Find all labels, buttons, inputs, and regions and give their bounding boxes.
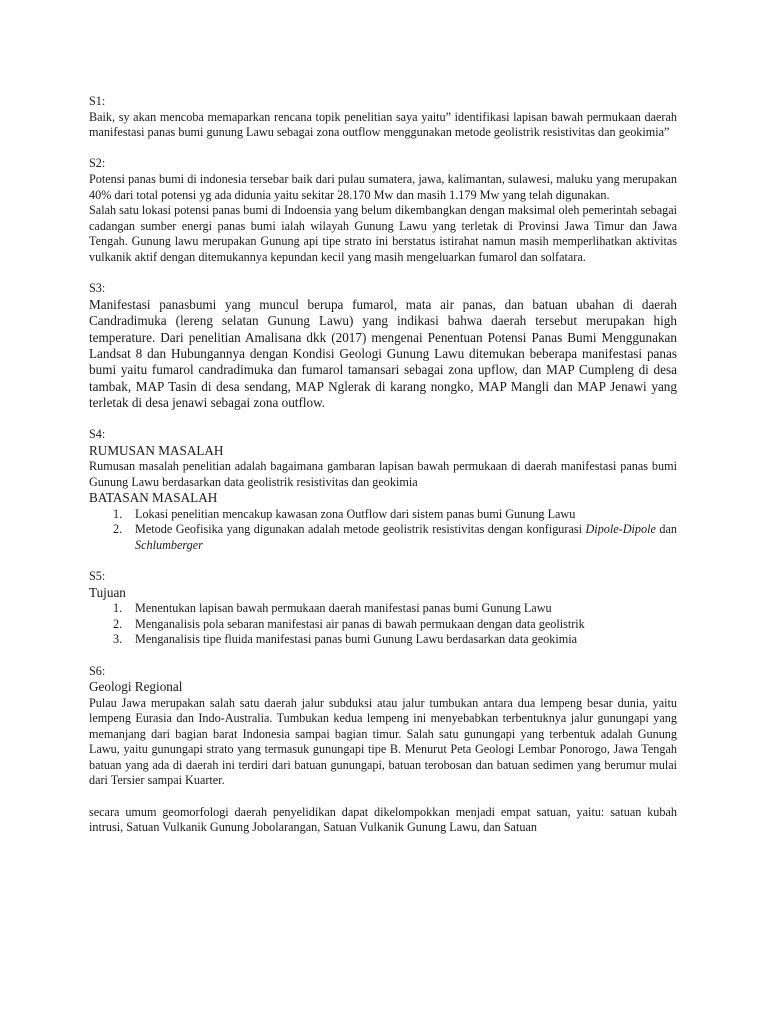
- rumusan-masalah-heading: RUMUSAN MASALAH: [89, 442, 224, 458]
- s4-paragraph: Rumusan masalah penelitian adalah bagaimana gambaran lapisan bawah permukaan di daerah manifestasi panas bumi Gunung Lawu berdasarkan data geolistrik resistivitas dan geokimia: [89, 459, 677, 489]
- document-page: [89, 94, 677, 836]
- geologi-regional-heading: Geologi Regional: [89, 679, 183, 695]
- section-label-s6: S6:: [89, 663, 106, 678]
- section-label-s5: S5:: [89, 569, 106, 584]
- list-item: 1. Menentukan lapisan bawah permukaan daerah manifestasi panas bumi Gunung Lawu: [113, 601, 552, 616]
- list-item: 3. Menganalisis tipe fluida manifestasi panas bumi Gunung Lawu berdasarkan data geokimia: [113, 632, 578, 647]
- list-item: 1. Lokasi penelitian mencakup kawasan zona Outflow dari sistem panas bumi Gunung Lawu: [113, 506, 576, 521]
- batasan-masalah-heading: BATASAN MASALAH: [89, 490, 218, 506]
- list-item: 2. Menganalisis pola sebaran manifestasi air panas di bawah permukaan dengan data geolistrik: [113, 616, 585, 631]
- s2-paragraph-2: Salah satu lokasi potensi panas bumi di Indoensia yang belum dikembangkan dengan maksimal oleh pemerintah sebagai cadangan sumber energi panas bumi ialah wilayah Gunung Lawu yang terletak di Provinsi Jawa Timur dan Jawa Tengah. Gunung lawu merupakan Gunung api tipe strato ini berstatus istirahat namun masih memperlihatkan aktivitas vulkanik aktif dengan ditemukannya kepundan kecil yang masih mengeluarkan fumarol dan solfatara.: [89, 203, 677, 264]
- s1-paragraph: Baik, sy akan mencoba memaparkan rencana topik penelitian saya yaitu” identifikasi lapisan bawah permukaan daerah manifestasi panas bumi gunung Lawu sebagai zona outflow menggunakan metode geolistrik resistivitas dan geokimia”: [89, 109, 677, 140]
- s3-paragraph: Manifestasi panasbumi yang muncul berupa fumarol, mata air panas, dan batuan ubahan di daerah Candradimuka (lereng selatan Gunung Lawu) yang indikasi bahwa daerah tersebut merupakan high temperature. Dari penelitian Amalisana dkk (2017) mengenai Penentuan Potensi Panas Bumi Menggunakan Landsat 8 dan Hubungannya dengan Kondisi Geologi Gunung Lawu ditemukan beberapa manifestasi panas bumi yaitu fumarol candradimuka dan fumarol tamansari sebagai zona upflow, dan MAP Cumpleng di desa tambak, MAP Tasin di desa sendang, MAP Nglerak di karang nongko, MAP Mangli dan MAP Jenawi yang terletak di desa jenawi sebagai zona outflow.: [89, 296, 677, 411]
- s2-paragraph-1: Potensi panas bumi di indonesia tersebar baik dari pulau sumatera, jawa, kalimantan, sulawesi, maluku yang merupakan 40% dari total potensi yg ada didunia yaitu sekitar 28.170 Mw dan masih 1.179 Mw yang telah digunakan.: [89, 171, 677, 202]
- section-label-s4: S4:: [89, 427, 106, 442]
- section-label-s1: S1:: [89, 94, 106, 108]
- tujuan-list: [89, 601, 677, 648]
- s6-paragraph-2: secara umum geomorfologi daerah penyelidikan dapat dikelompokkan menjadi empat satuan, yaitu: satuan kubah intrusi, Satuan Vulkanik Gunung Jobolarangan, Satuan Vulkanik Gunung Lawu, dan Satuan: [89, 804, 677, 835]
- s6-paragraph-1: Pulau Jawa merupakan salah satu daerah jalur subduksi atau jalur tumbukan antara dua lempeng besar dunia, yaitu lempeng Eurasia dan Indo-Australia. Tumbukan kedua lempeng ini menyebabkan terbentuknya jalur gunungapi yang memanjang dari bagian barat Indonesia sampai bagian timur. Salah satu gunungapi yang terbentuk adalah Gunung Lawu, yaitu gunungapi strato yang termasuk gunungapi tipe B. Menurut Peta Geologi Lembar Ponorogo, Jawa Tengah batuan yang ada di daerah ini terdiri dari batuan gunungapi, batuan terobosan dan batuan sedimen yang berumur mulai dari Tersier sampai Kuarter.: [89, 695, 677, 788]
- section-label-s3: S3:: [89, 281, 106, 296]
- batasan-list: [89, 507, 677, 554]
- list-item: 2. Metode Geofisika yang digunakan adalah metode geolistrik resistivitas dengan konfigurasi Dipole-Dipole dan Schlumberger: [113, 522, 677, 552]
- section-label-s2: S2:: [89, 156, 106, 171]
- tujuan-heading: Tujuan: [89, 584, 126, 600]
